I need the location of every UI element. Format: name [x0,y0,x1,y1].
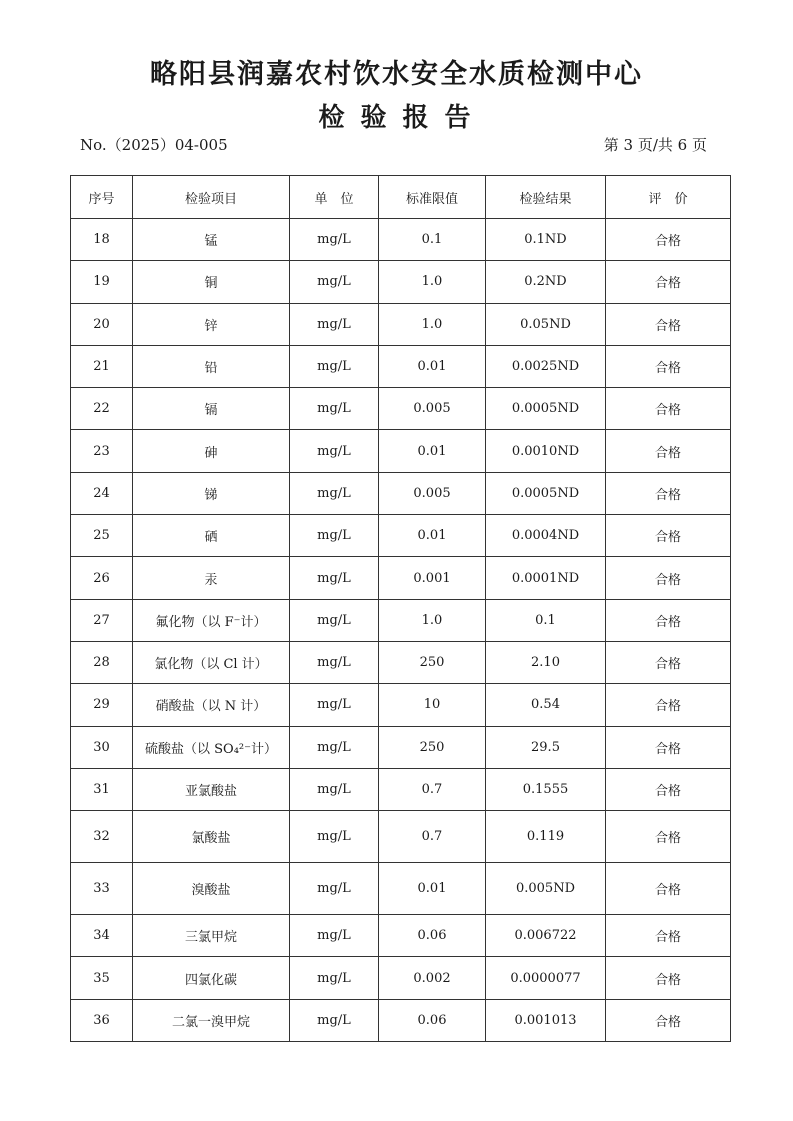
row-no: 26 [71,557,133,599]
row-evaluation: 合格 [606,261,731,303]
row-result: 0.0025ND [486,345,606,387]
row-no: 19 [71,261,133,303]
row-no: 33 [71,863,133,915]
row-limit: 0.001 [379,557,486,599]
row-item: 硝酸盐（以 N 计） [133,684,290,726]
row-evaluation: 合格 [606,684,731,726]
row-result: 0.1 [486,599,606,641]
table-row [71,261,731,303]
row-limit: 0.7 [379,768,486,810]
row-result: 0.1555 [486,768,606,810]
row-item: 三氯甲烷 [133,915,290,957]
row-item: 锑 [133,472,290,514]
table-body [71,219,731,1042]
row-result: 0.05ND [486,303,606,345]
row-evaluation: 合格 [606,768,731,810]
table-header-row [71,176,731,219]
row-limit: 0.7 [379,811,486,863]
row-unit: mg/L [290,641,379,683]
row-limit: 250 [379,726,486,768]
row-limit: 0.1 [379,219,486,261]
row-evaluation: 合格 [606,863,731,915]
row-result: 29.5 [486,726,606,768]
row-limit: 10 [379,684,486,726]
row-unit: mg/L [290,557,379,599]
report-number: No.（2025）04-005 [80,136,228,154]
row-limit: 1.0 [379,303,486,345]
row-no: 25 [71,515,133,557]
table-row [71,472,731,514]
row-item: 锌 [133,303,290,345]
table-row [71,999,731,1041]
row-result: 0.0004ND [486,515,606,557]
row-unit: mg/L [290,599,379,641]
row-item: 硒 [133,515,290,557]
table-row [71,684,731,726]
row-unit: mg/L [290,768,379,810]
row-evaluation: 合格 [606,472,731,514]
row-limit: 1.0 [379,599,486,641]
row-limit: 0.01 [379,345,486,387]
table-row [71,768,731,810]
row-evaluation: 合格 [606,219,731,261]
row-item: 二氯一溴甲烷 [133,999,290,1041]
row-unit: mg/L [290,684,379,726]
table-row [71,388,731,430]
row-evaluation: 合格 [606,599,731,641]
table-row [71,915,731,957]
header-result: 检验结果 [486,176,606,219]
row-no: 29 [71,684,133,726]
row-result: 0.005ND [486,863,606,915]
row-item: 亚氯酸盐 [133,768,290,810]
row-unit: mg/L [290,957,379,999]
row-evaluation: 合格 [606,345,731,387]
row-no: 24 [71,472,133,514]
row-item: 锰 [133,219,290,261]
row-limit: 250 [379,641,486,683]
header-evaluation: 评 价 [606,176,731,219]
row-evaluation: 合格 [606,388,731,430]
table-row [71,345,731,387]
table-row [71,863,731,915]
table-row [71,957,731,999]
table-row [71,599,731,641]
table-row [71,430,731,472]
row-unit: mg/L [290,261,379,303]
row-unit: mg/L [290,345,379,387]
row-unit: mg/L [290,863,379,915]
row-result: 0.1ND [486,219,606,261]
row-item: 氟化物（以 F⁻计） [133,599,290,641]
row-evaluation: 合格 [606,303,731,345]
row-result: 0.006722 [486,915,606,957]
row-evaluation: 合格 [606,557,731,599]
row-unit: mg/L [290,472,379,514]
row-limit: 0.002 [379,957,486,999]
table-row [71,557,731,599]
row-item: 四氯化碳 [133,957,290,999]
row-unit: mg/L [290,915,379,957]
page-indicator: 第 3 页/共 6 页 [603,136,707,154]
row-no: 18 [71,219,133,261]
row-result: 0.2ND [486,261,606,303]
row-unit: mg/L [290,515,379,557]
organization-title: 略阳县润嘉农村饮水安全水质检测中心 [150,59,643,90]
row-no: 34 [71,915,133,957]
row-no: 36 [71,999,133,1041]
row-evaluation: 合格 [606,915,731,957]
table-row [71,303,731,345]
row-limit: 1.0 [379,261,486,303]
row-unit: mg/L [290,219,379,261]
row-item: 氯化物（以 Cl 计） [133,641,290,683]
row-limit: 0.01 [379,430,486,472]
row-evaluation: 合格 [606,811,731,863]
row-unit: mg/L [290,303,379,345]
row-limit: 0.005 [379,472,486,514]
row-result: 0.0005ND [486,472,606,514]
row-unit: mg/L [290,726,379,768]
row-item: 氯酸盐 [133,811,290,863]
row-limit: 0.01 [379,863,486,915]
row-evaluation: 合格 [606,957,731,999]
row-no: 32 [71,811,133,863]
table-row [71,515,731,557]
header-unit: 单 位 [290,176,379,219]
row-limit: 0.06 [379,915,486,957]
results-table [70,175,731,1042]
header-item: 检验项目 [133,176,290,219]
row-evaluation: 合格 [606,430,731,472]
row-item: 溴酸盐 [133,863,290,915]
table-row [71,726,731,768]
header-limit: 标准限值 [379,176,486,219]
row-no: 31 [71,768,133,810]
row-item: 硫酸盐（以 SO₄²⁻计） [133,726,290,768]
row-limit: 0.005 [379,388,486,430]
row-result: 0.0001ND [486,557,606,599]
table-row [71,641,731,683]
row-unit: mg/L [290,999,379,1041]
row-no: 20 [71,303,133,345]
row-evaluation: 合格 [606,999,731,1041]
header-no: 序号 [71,176,133,219]
row-no: 35 [71,957,133,999]
row-result: 2.10 [486,641,606,683]
table-row [71,811,731,863]
row-evaluation: 合格 [606,515,731,557]
row-evaluation: 合格 [606,641,731,683]
table-row [71,219,731,261]
row-result: 0.119 [486,811,606,863]
row-item: 镉 [133,388,290,430]
row-no: 28 [71,641,133,683]
row-item: 铜 [133,261,290,303]
row-no: 23 [71,430,133,472]
row-no: 30 [71,726,133,768]
row-item: 汞 [133,557,290,599]
row-result: 0.001013 [486,999,606,1041]
row-evaluation: 合格 [606,726,731,768]
row-no: 21 [71,345,133,387]
row-unit: mg/L [290,811,379,863]
row-no: 27 [71,599,133,641]
row-result: 0.0010ND [486,430,606,472]
row-unit: mg/L [290,388,379,430]
row-result: 0.0005ND [486,388,606,430]
row-limit: 0.06 [379,999,486,1041]
row-result: 0.54 [486,684,606,726]
row-limit: 0.01 [379,515,486,557]
row-result: 0.0000077 [486,957,606,999]
report-title: 检验报告 [318,103,487,133]
row-unit: mg/L [290,430,379,472]
row-item: 砷 [133,430,290,472]
row-no: 22 [71,388,133,430]
row-item: 铅 [133,345,290,387]
